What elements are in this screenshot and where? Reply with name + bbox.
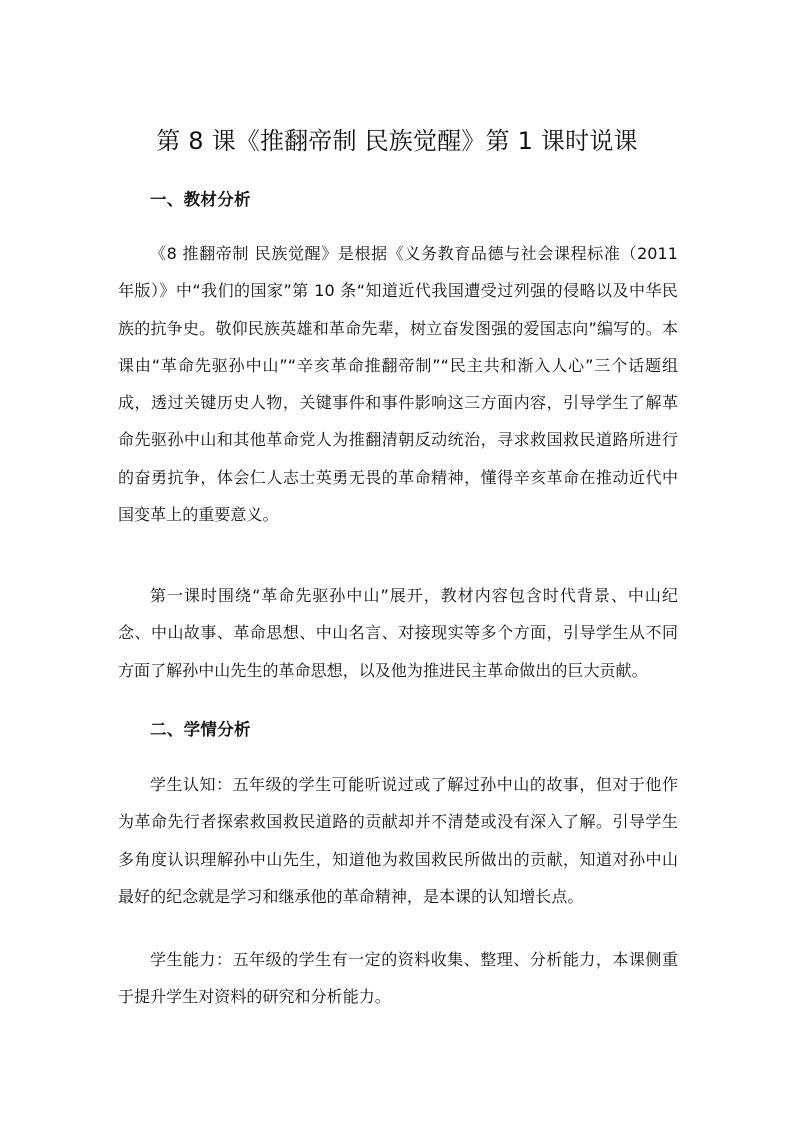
section-heading-student-analysis: 二、学情分析 [150,720,251,739]
section-heading-textbook-analysis: 一、教材分析 [150,190,251,209]
paragraph-student-cognition: 学生认知：五年级的学生可能听说过或了解过孙中山的故事，但对于他作为革命先行者探索救国救民道路的贡献却并不清楚或没有深入了解。引导学生多角度认识理解孙中山先生，知道他为救国救民所做出的贡献，知道对孙中山最好的纪念就是学习和继承他的革命精神，是本课的认知增长点。 [118,775,678,906]
document-title: 第 8 课《推翻帝制 民族觉醒》第 1 课时说课 [156,127,638,155]
paragraph-student-ability: 学生能力：五年级的学生有一定的资料收集、整理、分析能力，本课侧重于提升学生对资料的研究和分析能力。 [118,950,678,1007]
paragraph-textbook-analysis-1: 《8 推翻帝制 民族觉醒》是根据《义务教育品德与社会课程标准（2011 年版）》中“我们的国家”第 10 条“知道近代我国遭受过列强的侵略以及中华民族的抗争史。敬仰民族英雄和革命先辈，树立奋发图强的爱国志向”编写的。本课由“革命先驱孙中山”“辛亥革命推翻帝制”“民主共和渐入人心”三个话题组成，透过关键历史人物，关键事件和事件影响这三方面内容，引导学生了解革命先驱孙中山和其他革命党人为推翻清朝反动统治，寻求救国救民道路所进行的奋勇抗争，体会仁人志士英勇无畏的革命精神，懂得辛亥革命在推动近代中国变革上的重要意义。 [118,244,678,525]
paragraph-textbook-analysis-2: 第一课时围绕“革命先驱孙中山”展开，教材内容包含时代背景、中山纪念、中山故事、革命思想、中山名言、对接现实等多个方面，引导学生从不同方面了解孙中山先生的革命思想，以及他为推进民主革命做出的巨大贡献。 [118,586,678,680]
